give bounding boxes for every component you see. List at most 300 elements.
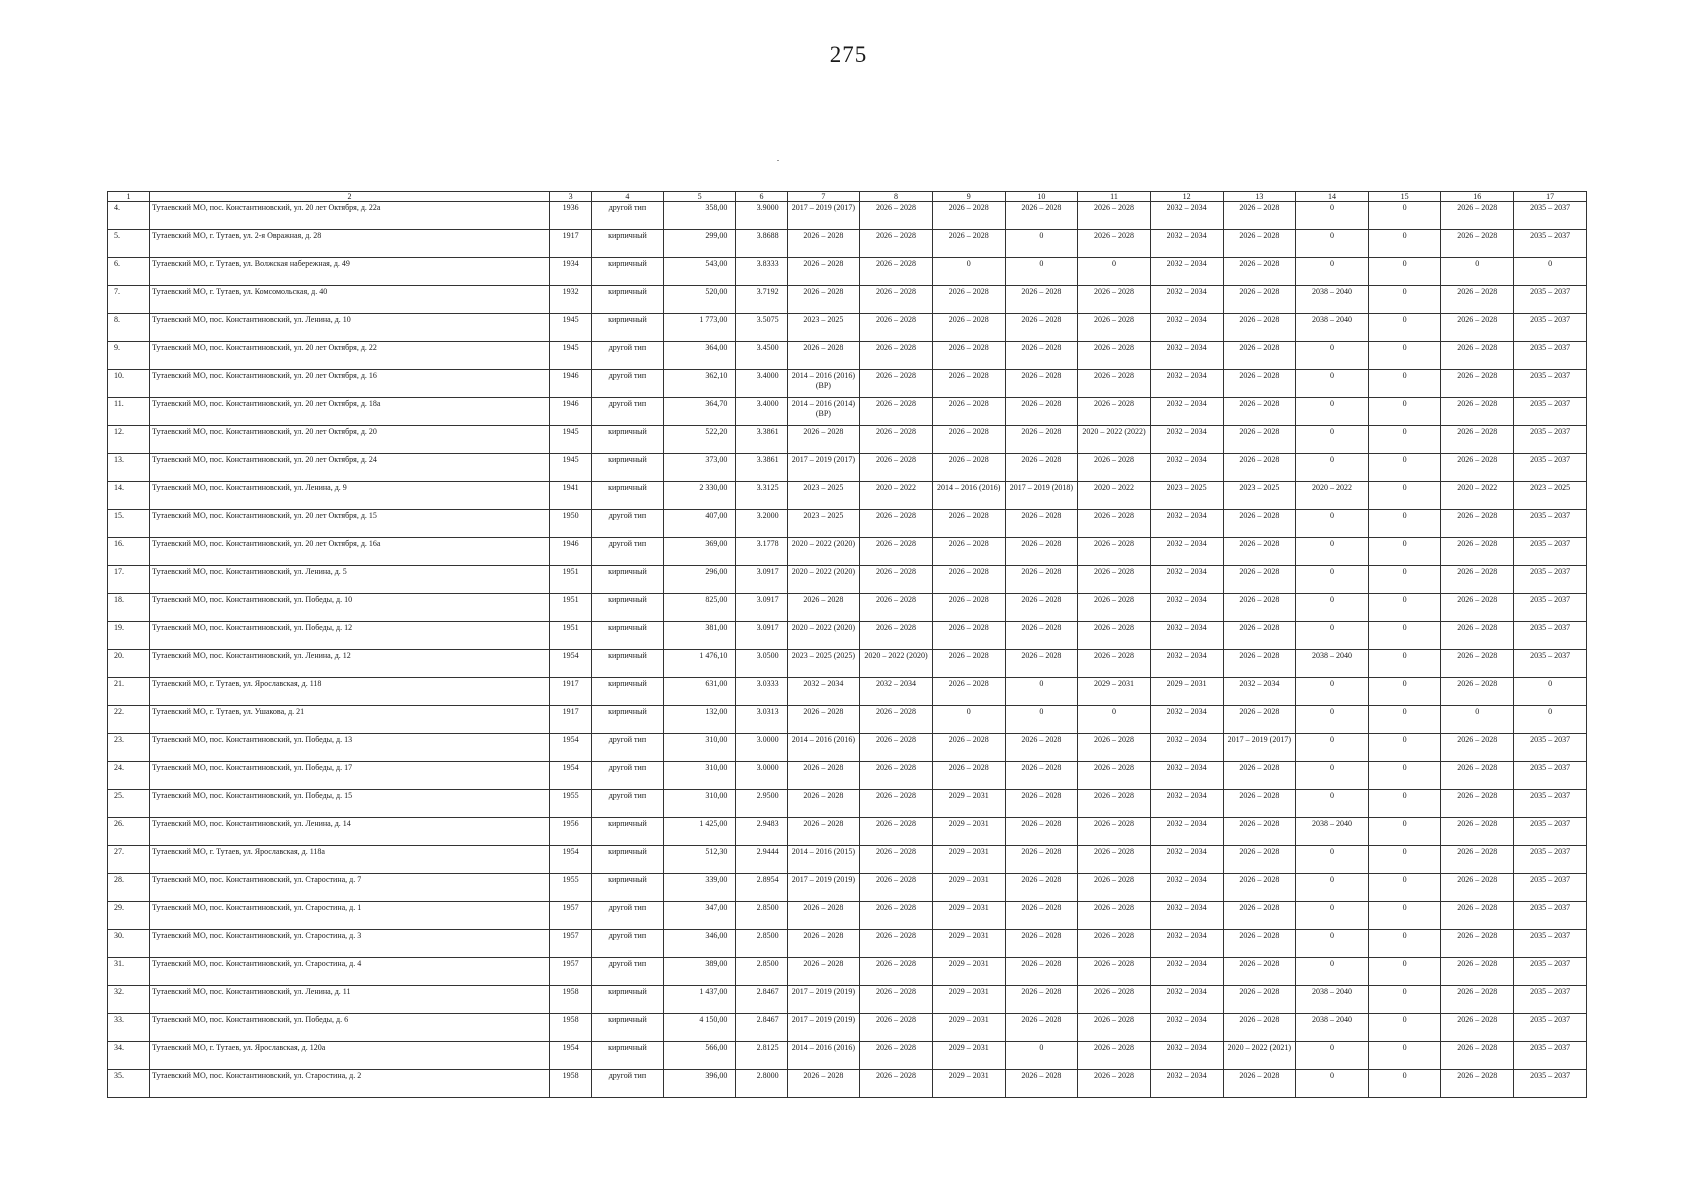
table-cell: 2026 – 2028 bbox=[1223, 594, 1296, 622]
table-row bbox=[108, 1070, 1587, 1098]
table-cell: 27. bbox=[108, 846, 150, 874]
table-cell: 396,00 bbox=[663, 1070, 736, 1098]
table-cell: 3.0000 bbox=[736, 734, 787, 762]
table-cell: другой тип bbox=[592, 398, 664, 426]
table-cell: кирпичный bbox=[592, 706, 664, 734]
table-cell: 2035 – 2037 bbox=[1514, 426, 1587, 454]
table-cell: 2026 – 2028 bbox=[1005, 314, 1078, 342]
table-cell: 2035 – 2037 bbox=[1514, 538, 1587, 566]
table-cell: 2026 – 2028 bbox=[1223, 454, 1296, 482]
table-cell: 2017 – 2019 (2018) bbox=[1005, 482, 1078, 510]
table-cell: 2032 – 2034 bbox=[1150, 538, 1223, 566]
table-cell: 132,00 bbox=[663, 706, 736, 734]
table-cell: 2026 – 2028 bbox=[1223, 258, 1296, 286]
table-cell: кирпичный bbox=[592, 454, 664, 482]
table-cell: 2026 – 2028 bbox=[787, 818, 860, 846]
table-cell: Тутаевский МО, пос. Константиновский, ул. Победы, д. 10 bbox=[149, 594, 549, 622]
column-header: 13 bbox=[1223, 192, 1296, 202]
table-cell: 2026 – 2028 bbox=[1223, 314, 1296, 342]
table-cell: 1 425,00 bbox=[663, 818, 736, 846]
table-cell: 3.0917 bbox=[736, 594, 787, 622]
table-cell: 2026 – 2028 bbox=[1078, 342, 1151, 370]
table-cell: 2026 – 2028 bbox=[1005, 650, 1078, 678]
table-cell: 2032 – 2034 bbox=[1150, 398, 1223, 426]
table-cell: 2029 – 2031 bbox=[932, 790, 1005, 818]
table-cell: 0 bbox=[1296, 622, 1369, 650]
table-cell: 2026 – 2028 bbox=[860, 902, 933, 930]
table-cell: 2026 – 2028 bbox=[1441, 566, 1514, 594]
table-cell: 2.9483 bbox=[736, 818, 787, 846]
table-cell: 2035 – 2037 bbox=[1514, 286, 1587, 314]
table-cell: кирпичный bbox=[592, 230, 664, 258]
table-cell: 2026 – 2028 bbox=[1441, 622, 1514, 650]
table-cell: 2026 – 2028 bbox=[860, 510, 933, 538]
table-cell: 2026 – 2028 bbox=[1005, 566, 1078, 594]
table-cell: 2026 – 2028 bbox=[787, 286, 860, 314]
table-cell: 3.7192 bbox=[736, 286, 787, 314]
table-cell: 2.8500 bbox=[736, 930, 787, 958]
table-cell: 2032 – 2034 bbox=[787, 678, 860, 706]
table-cell: Тутаевский МО, г. Тутаев, ул. Ушакова, д. 21 bbox=[149, 706, 549, 734]
table-cell: 0 bbox=[1368, 846, 1441, 874]
table-cell: Тутаевский МО, г. Тутаев, ул. Ярославская, д. 118а bbox=[149, 846, 549, 874]
table-cell: 0 bbox=[1296, 258, 1369, 286]
table-cell: 2026 – 2028 bbox=[1223, 902, 1296, 930]
table-cell: 2035 – 2037 bbox=[1514, 1070, 1587, 1098]
table-cell: 2035 – 2037 bbox=[1514, 650, 1587, 678]
table-cell: 2032 – 2034 bbox=[1150, 230, 1223, 258]
table-cell: 2017 – 2019 (2019) bbox=[787, 1014, 860, 1042]
table-cell: 2032 – 2034 bbox=[1150, 818, 1223, 846]
table-cell: 1945 bbox=[550, 314, 592, 342]
table-cell: 2026 – 2028 bbox=[1441, 678, 1514, 706]
table-cell: кирпичный bbox=[592, 818, 664, 846]
table-cell: 2029 – 2031 bbox=[932, 1014, 1005, 1042]
table-cell: 6. bbox=[108, 258, 150, 286]
table-cell: 2026 – 2028 bbox=[860, 734, 933, 762]
table-cell: 2032 – 2034 bbox=[1150, 1014, 1223, 1042]
table-cell: 2.8467 bbox=[736, 986, 787, 1014]
table-cell: 2038 – 2040 bbox=[1296, 1014, 1369, 1042]
table-cell: 2026 – 2028 bbox=[1078, 314, 1151, 342]
table-row bbox=[108, 398, 1587, 426]
table-cell: 2026 – 2028 bbox=[787, 902, 860, 930]
table-cell: 0 bbox=[1368, 958, 1441, 986]
table-cell: 1955 bbox=[550, 874, 592, 902]
table-cell: 28. bbox=[108, 874, 150, 902]
table-cell: 2026 – 2028 bbox=[932, 538, 1005, 566]
table-cell: 2029 – 2031 bbox=[1078, 678, 1151, 706]
table-cell: 0 bbox=[1368, 314, 1441, 342]
table-cell: 2026 – 2028 bbox=[1223, 818, 1296, 846]
table-cell: 2026 – 2028 bbox=[860, 986, 933, 1014]
table-cell: 0 bbox=[1296, 370, 1369, 398]
table-cell: 2026 – 2028 bbox=[1005, 286, 1078, 314]
table-cell: кирпичный bbox=[592, 482, 664, 510]
table-cell: 2026 – 2028 bbox=[1223, 706, 1296, 734]
table-cell: 2035 – 2037 bbox=[1514, 622, 1587, 650]
table-cell: 2026 – 2028 bbox=[1223, 1070, 1296, 1098]
table-cell: другой тип bbox=[592, 902, 664, 930]
table-row bbox=[108, 258, 1587, 286]
table-cell: 2026 – 2028 bbox=[1441, 342, 1514, 370]
table-cell: 0 bbox=[1514, 706, 1587, 734]
table-cell: 2026 – 2028 bbox=[1223, 230, 1296, 258]
table-cell: 1946 bbox=[550, 398, 592, 426]
table-cell: 2035 – 2037 bbox=[1514, 790, 1587, 818]
table-cell: Тутаевский МО, пос. Константиновский, ул. 20 лет Октября, д. 15 bbox=[149, 510, 549, 538]
table-cell: 2032 – 2034 bbox=[1150, 958, 1223, 986]
table-cell: 0 bbox=[1368, 566, 1441, 594]
table-cell: 2026 – 2028 bbox=[932, 286, 1005, 314]
table-cell: 2026 – 2028 bbox=[1005, 762, 1078, 790]
table-cell: 2032 – 2034 bbox=[860, 678, 933, 706]
table-cell: 2.8954 bbox=[736, 874, 787, 902]
table-cell: 2026 – 2028 bbox=[860, 398, 933, 426]
table-cell: 0 bbox=[1368, 706, 1441, 734]
table-cell: 2026 – 2028 bbox=[860, 426, 933, 454]
table-cell: 2035 – 2037 bbox=[1514, 1042, 1587, 1070]
table-cell: 2026 – 2028 bbox=[1223, 762, 1296, 790]
table-cell: Тутаевский МО, пос. Константиновский, ул. 20 лет Октября, д. 22а bbox=[149, 202, 549, 230]
table-cell: 2.8000 bbox=[736, 1070, 787, 1098]
table-cell: Тутаевский МО, пос. Константиновский, ул. Ленина, д. 11 bbox=[149, 986, 549, 1014]
table-cell: 2035 – 2037 bbox=[1514, 510, 1587, 538]
table-row bbox=[108, 342, 1587, 370]
table-cell: 1917 bbox=[550, 706, 592, 734]
table-cell: 2026 – 2028 bbox=[932, 594, 1005, 622]
table-cell: 2017 – 2019 (2019) bbox=[787, 986, 860, 1014]
table-cell: 2032 – 2034 bbox=[1150, 650, 1223, 678]
table-cell: 2026 – 2028 bbox=[787, 258, 860, 286]
table-cell: 2026 – 2028 bbox=[932, 734, 1005, 762]
table-cell: 2026 – 2028 bbox=[1223, 510, 1296, 538]
table-cell: 0 bbox=[1296, 230, 1369, 258]
table-cell: 2020 – 2022 bbox=[860, 482, 933, 510]
table-cell: 0 bbox=[1368, 930, 1441, 958]
table-cell: 1932 bbox=[550, 286, 592, 314]
table-body bbox=[108, 202, 1587, 1098]
table-cell: 33. bbox=[108, 1014, 150, 1042]
table-cell: 1946 bbox=[550, 538, 592, 566]
table-cell: 2029 – 2031 bbox=[932, 1042, 1005, 1070]
table-cell: 0 bbox=[1368, 594, 1441, 622]
table-cell: 2026 – 2028 bbox=[1223, 202, 1296, 230]
table-row bbox=[108, 762, 1587, 790]
table-cell: 2026 – 2028 bbox=[787, 594, 860, 622]
table-cell: 2026 – 2028 bbox=[787, 706, 860, 734]
table-row bbox=[108, 902, 1587, 930]
table-cell: 2026 – 2028 bbox=[932, 678, 1005, 706]
table-cell: 2026 – 2028 bbox=[787, 426, 860, 454]
table-cell: 2035 – 2037 bbox=[1514, 930, 1587, 958]
table-cell: 0 bbox=[1078, 258, 1151, 286]
table-cell: 25. bbox=[108, 790, 150, 818]
table-cell: 2032 – 2034 bbox=[1150, 510, 1223, 538]
table-cell: 26. bbox=[108, 818, 150, 846]
table-cell: 2026 – 2028 bbox=[1441, 902, 1514, 930]
table-cell: 2023 – 2025 bbox=[787, 482, 860, 510]
table-cell: 2026 – 2028 bbox=[1078, 846, 1151, 874]
table-cell: 2026 – 2028 bbox=[1078, 566, 1151, 594]
table-cell: 0 bbox=[1296, 538, 1369, 566]
table-cell: 1917 bbox=[550, 230, 592, 258]
table-row bbox=[108, 734, 1587, 762]
table-row bbox=[108, 314, 1587, 342]
table-cell: 389,00 bbox=[663, 958, 736, 986]
table-cell: Тутаевский МО, пос. Константиновский, ул. Победы, д. 17 bbox=[149, 762, 549, 790]
table-cell: 407,00 bbox=[663, 510, 736, 538]
table-cell: 0 bbox=[1296, 902, 1369, 930]
table-row bbox=[108, 1014, 1587, 1042]
table-row bbox=[108, 538, 1587, 566]
table-cell: 2026 – 2028 bbox=[1441, 286, 1514, 314]
table-cell: 2026 – 2028 bbox=[1005, 734, 1078, 762]
table-cell: 2029 – 2031 bbox=[932, 930, 1005, 958]
table-cell: другой тип bbox=[592, 538, 664, 566]
table-cell: 2032 – 2034 bbox=[1150, 286, 1223, 314]
table-cell: Тутаевский МО, пос. Константиновский, ул. 20 лет Октября, д. 16а bbox=[149, 538, 549, 566]
table-cell: 1954 bbox=[550, 734, 592, 762]
table-cell: 3.9000 bbox=[736, 202, 787, 230]
table-cell: Тутаевский МО, г. Тутаев, ул. Ярославская, д. 118 bbox=[149, 678, 549, 706]
table-cell: 0 bbox=[1296, 762, 1369, 790]
table-cell: 2026 – 2028 bbox=[860, 762, 933, 790]
scan-speck bbox=[777, 160, 779, 161]
table-cell: 512,30 bbox=[663, 846, 736, 874]
table-cell: 2035 – 2037 bbox=[1514, 398, 1587, 426]
table-cell: 2026 – 2028 bbox=[1078, 734, 1151, 762]
table-cell: 1945 bbox=[550, 342, 592, 370]
table-cell: 0 bbox=[1296, 930, 1369, 958]
table-cell: 19. bbox=[108, 622, 150, 650]
table-cell: 0 bbox=[1296, 706, 1369, 734]
table-cell: 2023 – 2025 bbox=[787, 314, 860, 342]
table-cell: 0 bbox=[932, 258, 1005, 286]
table-cell: 2026 – 2028 bbox=[1441, 734, 1514, 762]
table-cell: 2026 – 2028 bbox=[1078, 286, 1151, 314]
table-cell: 825,00 bbox=[663, 594, 736, 622]
table-cell: 2014 – 2016 (2016) (ВР) bbox=[787, 370, 860, 398]
table-cell: 2026 – 2028 bbox=[787, 930, 860, 958]
table-cell: 2020 – 2022 (2020) bbox=[787, 622, 860, 650]
table-cell: 2026 – 2028 bbox=[932, 566, 1005, 594]
table-cell: 2026 – 2028 bbox=[1441, 398, 1514, 426]
table-cell: 2029 – 2031 bbox=[932, 874, 1005, 902]
table-row bbox=[108, 566, 1587, 594]
table-cell: 2029 – 2031 bbox=[932, 818, 1005, 846]
table-cell: 0 bbox=[1368, 986, 1441, 1014]
table-cell: Тутаевский МО, пос. Константиновский, ул. 20 лет Октября, д. 16 bbox=[149, 370, 549, 398]
table-cell: 2020 – 2022 (2022) bbox=[1078, 426, 1151, 454]
table-cell: 3.3125 bbox=[736, 482, 787, 510]
table-cell: 2026 – 2028 bbox=[1223, 398, 1296, 426]
table-cell: 1954 bbox=[550, 1042, 592, 1070]
table-cell: 13. bbox=[108, 454, 150, 482]
table-cell: Тутаевский МО, пос. Константиновский, ул. 20 лет Октября, д. 20 bbox=[149, 426, 549, 454]
table-cell: 0 bbox=[1296, 202, 1369, 230]
table-cell: 2026 – 2028 bbox=[932, 202, 1005, 230]
table-cell: 2020 – 2022 bbox=[1441, 482, 1514, 510]
table-cell: 2026 – 2028 bbox=[1441, 594, 1514, 622]
table-cell: 1936 bbox=[550, 202, 592, 230]
table-cell: 2026 – 2028 bbox=[1441, 986, 1514, 1014]
column-header: 9 bbox=[932, 192, 1005, 202]
table-row bbox=[108, 230, 1587, 258]
table-cell: 2020 – 2022 (2021) bbox=[1223, 1042, 1296, 1070]
table-cell: 3.8333 bbox=[736, 258, 787, 286]
table-cell: 2032 – 2034 bbox=[1150, 902, 1223, 930]
table-cell: 1941 bbox=[550, 482, 592, 510]
table-cell: Тутаевский МО, пос. Константиновский, ул. Ленина, д. 12 bbox=[149, 650, 549, 678]
table-cell: 2026 – 2028 bbox=[787, 342, 860, 370]
table-row bbox=[108, 202, 1587, 230]
table-cell: 2026 – 2028 bbox=[1005, 426, 1078, 454]
table-cell: 2026 – 2028 bbox=[1005, 958, 1078, 986]
table-cell: 2032 – 2034 bbox=[1150, 874, 1223, 902]
table-cell: 2035 – 2037 bbox=[1514, 202, 1587, 230]
table-cell: 3.0313 bbox=[736, 706, 787, 734]
table-cell: 2026 – 2028 bbox=[860, 258, 933, 286]
table-cell: 1951 bbox=[550, 566, 592, 594]
table-cell: 1954 bbox=[550, 762, 592, 790]
table-cell: 2032 – 2034 bbox=[1150, 202, 1223, 230]
table-cell: 2038 – 2040 bbox=[1296, 818, 1369, 846]
table-cell: 2026 – 2028 bbox=[1441, 790, 1514, 818]
table-row bbox=[108, 650, 1587, 678]
table-cell: другой тип bbox=[592, 342, 664, 370]
table-cell: Тутаевский МО, пос. Константиновский, ул. Старостина, д. 7 bbox=[149, 874, 549, 902]
table-cell: 2035 – 2037 bbox=[1514, 734, 1587, 762]
table-cell: 2026 – 2028 bbox=[1223, 930, 1296, 958]
table-cell: 0 bbox=[1296, 594, 1369, 622]
table-cell: 3.3861 bbox=[736, 426, 787, 454]
table-cell: 2026 – 2028 bbox=[1005, 930, 1078, 958]
table-cell: 2026 – 2028 bbox=[1441, 930, 1514, 958]
table-cell: Тутаевский МО, г. Тутаев, ул. Волжская набережная, д. 49 bbox=[149, 258, 549, 286]
table-cell: 0 bbox=[1514, 258, 1587, 286]
table-cell: 2026 – 2028 bbox=[860, 1070, 933, 1098]
table-cell: 2032 – 2034 bbox=[1150, 426, 1223, 454]
table-cell: 2035 – 2037 bbox=[1514, 370, 1587, 398]
table-cell: 0 bbox=[1368, 650, 1441, 678]
table-cell: 1954 bbox=[550, 650, 592, 678]
table-cell: 32. bbox=[108, 986, 150, 1014]
table-cell: 1958 bbox=[550, 1070, 592, 1098]
table-cell: 2026 – 2028 bbox=[1078, 510, 1151, 538]
table-cell: 2038 – 2040 bbox=[1296, 286, 1369, 314]
table-cell: 2026 – 2028 bbox=[1441, 1014, 1514, 1042]
table-cell: 2035 – 2037 bbox=[1514, 902, 1587, 930]
table-cell: 18. bbox=[108, 594, 150, 622]
table-cell: 0 bbox=[1368, 1014, 1441, 1042]
table-cell: 2026 – 2028 bbox=[1005, 538, 1078, 566]
table-cell: 2032 – 2034 bbox=[1150, 986, 1223, 1014]
column-header: 8 bbox=[860, 192, 933, 202]
table-cell: 2035 – 2037 bbox=[1514, 594, 1587, 622]
table-cell: Тутаевский МО, пос. Константиновский, ул. 20 лет Октября, д. 24 bbox=[149, 454, 549, 482]
table-cell: Тутаевский МО, пос. Константиновский, ул. Ленина, д. 5 bbox=[149, 566, 549, 594]
table-cell: 2026 – 2028 bbox=[1441, 454, 1514, 482]
table-cell: 0 bbox=[1296, 790, 1369, 818]
table-cell: 2026 – 2028 bbox=[860, 538, 933, 566]
housing-register-table bbox=[107, 191, 1587, 1098]
table-cell: 0 bbox=[1296, 874, 1369, 902]
table-cell: 0 bbox=[1441, 258, 1514, 286]
table-cell: 2026 – 2028 bbox=[1005, 874, 1078, 902]
table-cell: кирпичный bbox=[592, 1042, 664, 1070]
table-cell: 2032 – 2034 bbox=[1150, 370, 1223, 398]
table-cell: другой тип bbox=[592, 510, 664, 538]
table-cell: 2026 – 2028 bbox=[1441, 818, 1514, 846]
table-cell: 2023 – 2025 (2025) bbox=[787, 650, 860, 678]
table-cell: 2038 – 2040 bbox=[1296, 986, 1369, 1014]
table-cell: 0 bbox=[1296, 342, 1369, 370]
table-cell: Тутаевский МО, пос. Константиновский, ул. Старостина, д. 2 bbox=[149, 1070, 549, 1098]
table-cell: 373,00 bbox=[663, 454, 736, 482]
table-row bbox=[108, 930, 1587, 958]
table-cell: 2.8467 bbox=[736, 1014, 787, 1042]
table-cell: 2026 – 2028 bbox=[1078, 1070, 1151, 1098]
table-row bbox=[108, 1042, 1587, 1070]
table-cell: 2026 – 2028 bbox=[932, 370, 1005, 398]
table-cell: 2020 – 2022 bbox=[1078, 482, 1151, 510]
table-cell: 4 150,00 bbox=[663, 1014, 736, 1042]
table-cell: 1934 bbox=[550, 258, 592, 286]
table-cell: 2035 – 2037 bbox=[1514, 1014, 1587, 1042]
table-cell: 3.5075 bbox=[736, 314, 787, 342]
table-cell: кирпичный bbox=[592, 986, 664, 1014]
table-row bbox=[108, 286, 1587, 314]
table-cell: 2026 – 2028 bbox=[1078, 818, 1151, 846]
table-cell: 339,00 bbox=[663, 874, 736, 902]
table-cell: 0 bbox=[1368, 398, 1441, 426]
table-cell: 2026 – 2028 bbox=[787, 958, 860, 986]
column-header: 6 bbox=[736, 192, 787, 202]
table-cell: 2026 – 2028 bbox=[860, 818, 933, 846]
column-header: 11 bbox=[1078, 192, 1151, 202]
table-cell: 520,00 bbox=[663, 286, 736, 314]
table-cell: Тутаевский МО, пос. Константиновский, ул. Старостина, д. 1 bbox=[149, 902, 549, 930]
table-cell: Тутаевский МО, пос. Константиновский, ул. Старостина, д. 4 bbox=[149, 958, 549, 986]
table-cell: 0 bbox=[1296, 734, 1369, 762]
table-cell: 2032 – 2034 bbox=[1150, 314, 1223, 342]
table-cell: 2020 – 2022 (2020) bbox=[787, 538, 860, 566]
table-cell: 566,00 bbox=[663, 1042, 736, 1070]
table-cell: 2032 – 2034 bbox=[1150, 1042, 1223, 1070]
table-cell: 346,00 bbox=[663, 930, 736, 958]
table-cell: 2 330,00 bbox=[663, 482, 736, 510]
table-cell: 2026 – 2028 bbox=[1223, 286, 1296, 314]
table-cell: 2026 – 2028 bbox=[1078, 202, 1151, 230]
table-cell: 2026 – 2028 bbox=[1441, 874, 1514, 902]
table-cell: 2026 – 2028 bbox=[1223, 566, 1296, 594]
table-cell: 1945 bbox=[550, 454, 592, 482]
table-cell: 2026 – 2028 bbox=[1078, 986, 1151, 1014]
table-cell: 2026 – 2028 bbox=[1005, 454, 1078, 482]
table-cell: 14. bbox=[108, 482, 150, 510]
table-cell: 2026 – 2028 bbox=[1005, 202, 1078, 230]
table-cell: 1955 bbox=[550, 790, 592, 818]
table-cell: 2026 – 2028 bbox=[1005, 902, 1078, 930]
table-cell: 2026 – 2028 bbox=[860, 1042, 933, 1070]
table-cell: 2026 – 2028 bbox=[1078, 874, 1151, 902]
table-cell: 17. bbox=[108, 566, 150, 594]
table-cell: 2026 – 2028 bbox=[1078, 1014, 1151, 1042]
table-cell: 2026 – 2028 bbox=[932, 426, 1005, 454]
table-cell: 0 bbox=[1368, 622, 1441, 650]
table-cell: другой тип bbox=[592, 762, 664, 790]
